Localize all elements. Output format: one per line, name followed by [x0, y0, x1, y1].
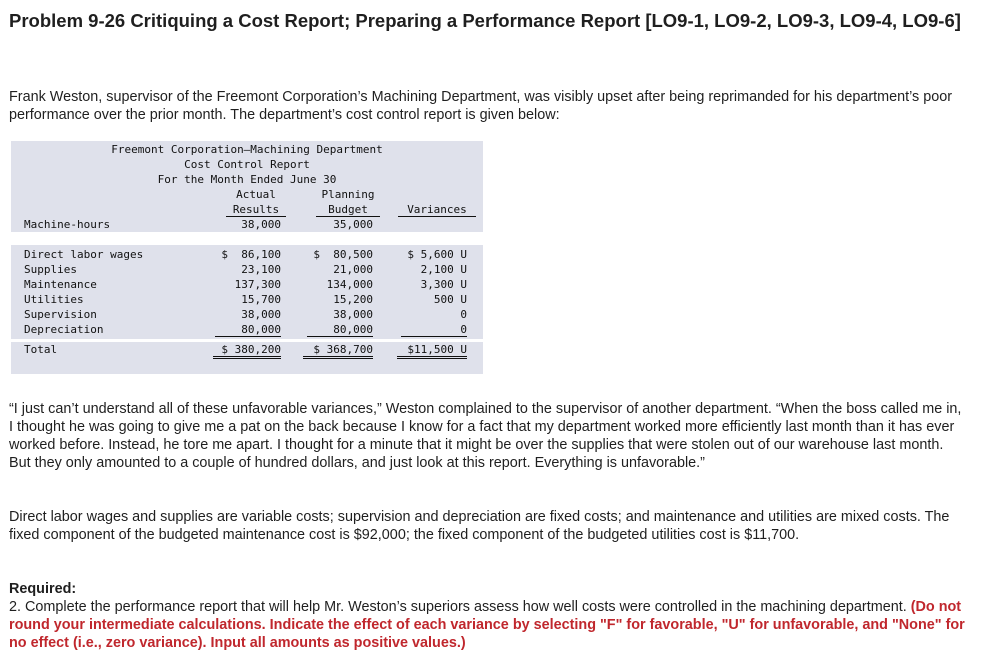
- machine-hours-budget: 35,000: [333, 218, 373, 231]
- required-text: 2. Complete the performance report that will help Mr. Weston’s superiors assess how well costs were controlled in the machining department.: [9, 599, 907, 615]
- report-heading-period: For the Month Ended June 30: [157, 173, 337, 186]
- row-label: Maintenance: [24, 278, 97, 291]
- row-budget: 21,000: [333, 263, 373, 276]
- row-actual: 38,000: [241, 308, 281, 321]
- row-actual: 137,300: [234, 278, 281, 291]
- row-actual: 23,100: [241, 263, 281, 276]
- row-variance: $ 5,600 U: [407, 248, 467, 261]
- row-budget: 80,000: [307, 323, 373, 337]
- row-label: Utilities: [24, 293, 84, 306]
- row-actual: $ 86,100: [221, 248, 281, 261]
- machine-hours-label: Machine-hours: [24, 218, 111, 231]
- cost-control-report: [11, 141, 483, 374]
- total-budget: $ 368,700: [303, 343, 373, 359]
- machine-hours-actual: 38,000: [241, 218, 281, 231]
- required-label: Required:: [9, 581, 77, 597]
- row-actual: 80,000: [215, 323, 281, 337]
- row-label: Supplies: [24, 263, 77, 276]
- row-budget: 15,200: [333, 293, 373, 306]
- total-actual: $ 380,200: [213, 343, 281, 359]
- quote-paragraph: “I just can’t understand all of these unfavorable variances,” Weston complained to the supervisor of another department. “When the boss called me in, I thought he was going to give me a pat on the back because I know for a fact that my department worked more efficiently last month than it has ever worked before. Instead, he tore me apart. I thought for a minute that it might be over the supplies that were stolen out of our warehouse last month. But they only amounted to a couple of hundred dollars, and just look at this report. Everything is unfavorable.”: [9, 401, 962, 471]
- col-header-actual: Actual: [236, 188, 276, 201]
- row-band: [11, 339, 483, 342]
- row-label: Depreciation: [24, 323, 104, 336]
- report-heading-company: Freemont Corporation—Machining Department: [111, 143, 383, 156]
- required-instruction: (Do not round your intermediate calculations. Indicate the effect of each variance by selecting "F" for favorable, "U" for unfavorable, and "None" for no effect (i.e., zero variance). Input all amounts as positive values.): [9, 599, 965, 651]
- col-header-results: Results: [226, 203, 286, 217]
- row-variance: 0: [460, 308, 467, 321]
- row-budget: 38,000: [333, 308, 373, 321]
- row-budget: 134,000: [326, 278, 373, 291]
- row-variance: 2,100 U: [420, 263, 467, 276]
- row-band: [11, 232, 483, 245]
- row-variance: 0: [401, 323, 467, 337]
- row-variance: 500 U: [433, 293, 467, 306]
- total-variance: $11,500 U: [397, 343, 467, 359]
- col-header-budget: Budget: [316, 203, 380, 217]
- row-budget: $ 80,500: [313, 248, 373, 261]
- required-section: [9, 580, 969, 652]
- row-label: Direct labor wages: [24, 248, 144, 261]
- total-label: Total: [24, 343, 58, 356]
- col-header-variances: Variances: [398, 203, 476, 217]
- row-label: Supervision: [24, 308, 97, 321]
- col-header-planning: Planning: [321, 188, 375, 201]
- intro-paragraph: Frank Weston, supervisor of the Freemont Corporation’s Machining Department, was visibly upset after being reprimanded for his department’s poor performance over the prior month. The department’s cost control report is given below:: [9, 89, 953, 123]
- row-variance: 3,300 U: [420, 278, 467, 291]
- cost-info-paragraph: Direct labor wages and supplies are variable costs; supervision and depreciation are fixed costs; and maintenance and utilities are mixed costs. The fixed component of the budgeted maintenance cost is $92,000; the fixed component of the budgeted utilities cost is $11,700.: [9, 509, 950, 543]
- report-heading-title: Cost Control Report: [184, 158, 310, 171]
- problem-title: Problem 9-26 Critiquing a Cost Report; Preparing a Performance Report [LO9-1, LO9-2, LO9-3, LO9-4, LO9-6]: [9, 10, 961, 31]
- row-actual: 15,700: [241, 293, 281, 306]
